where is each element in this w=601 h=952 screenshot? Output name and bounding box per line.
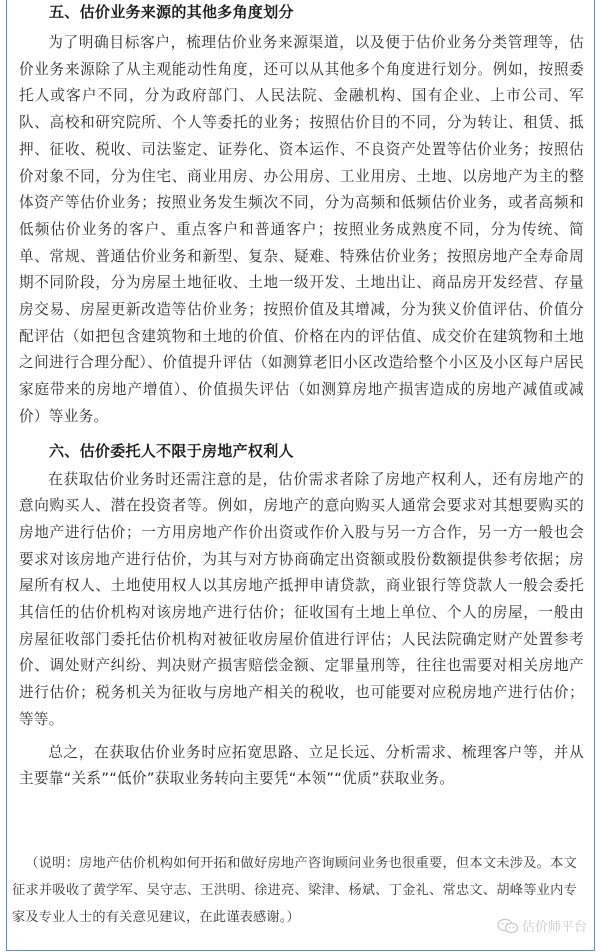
watermark (497, 916, 587, 935)
article-frame (6, 0, 595, 951)
section-5-heading: 五、估价业务来源的其他多角度划分 (49, 3, 294, 21)
article-content (19, 0, 584, 793)
section-6-body: 在获取估价业务时还需注意的是，估价需求者除了房地产权利人，还有房地产的意向购买人、潜在投资者等。例如，房地产的意向购买人通常会要求对其想要购买的房地产进行估价；一方用房地产作价出资或作价入股与另一方合作，另一方一般也会要求对该房地产进行估价，为其与对方协商确定出资额或股份数额提供参考依据；房屋所有权人、土地使用权人以其房地产抵押申请贷款，商业银行等贷款人一般会委托其信任的估价机构对该房地产进行估价；征收国有土地上单位、个人的房屋，一般由房屋征收部门委托估价机构对被征收房屋价值进行评估；人民法院确定财产处置参考价、调处财产纠纷、判决财产损害赔偿金额、定罪量刑等，往往也需要对相关房地产进行估价；税务机关为征收与房地产相关的税收，也可能要对应税房地产进行估价；等等。 (19, 470, 584, 728)
section-6-heading: 六、估价委托人不限于房地产权利人 (49, 441, 294, 460)
wechat-icon (497, 918, 519, 934)
author-note: （说明：房地产估价机构如何开拓和做好房地产咨询顾问业务也很重要，但本文未涉及。本文征求并吸收了黄学军、吴守志、王洪明、徐进亮、梁津、杨斌、丁金礼、常忠文、胡峰等业内专家及专业人士的有关意见建议，在此谨表感谢。） (12, 856, 577, 925)
summary-paragraph: 总之，在获取估价业务时应拓宽思路、立足长远、分析需求、梳理客户等，并从主要靠“关系”“低价”获取业务转向主要凭“本领”“优质”获取业务。 (19, 743, 584, 788)
section-5-body: 为了明确目标客户，梳理估价业务来源渠道，以及便于估价业务分类管理等，估价业务来源除了从主观能动性角度，还可以从其他多个角度进行划分。例如，按照委托人或客户不同，分为政府部门、人民法院、金融机构、国有企业、上市公司、军队、高校和研究院所、个人等委托的业务；按照估价目的不同，分为转让、租赁、抵押、征收、税收、司法鉴定、证券化、资本运作、不良资产处置等估价业务；按照估价对象不同，分为住宅、商业用房、办公用房、工业用房、土地、以房地产为主的整体资产等估价业务；按照业务发生频次不同，分为高频和低频估价业务，或者高频和低频估价业务的客户、重点客户和普通客户；按照业务成熟度不同，分为传统、简单、常规、普通估价业务和新型、复杂、疑难、特殊估价业务；按照房地产全寿命周期不同阶段，分为房屋土地征收、土地一级开发、土地出让、商品房开发经营、存量房交易、房屋更新改造等估价业务；按照价值及其增减，分为狭义价值评估、价值分配评估（如把包含建筑物和土地的价值、价格在内的评估值、成交价在建筑物和土地之间进行合理分配）、价值提升评估（如测算老旧小区改造给整个小区及小区每户居民家庭带来的房地产增值）、价值损失评估（如测算房地产损害造成的房地产减值或减价）等业务。 (19, 34, 584, 425)
watermark-text: 估价师平台 (521, 920, 587, 935)
